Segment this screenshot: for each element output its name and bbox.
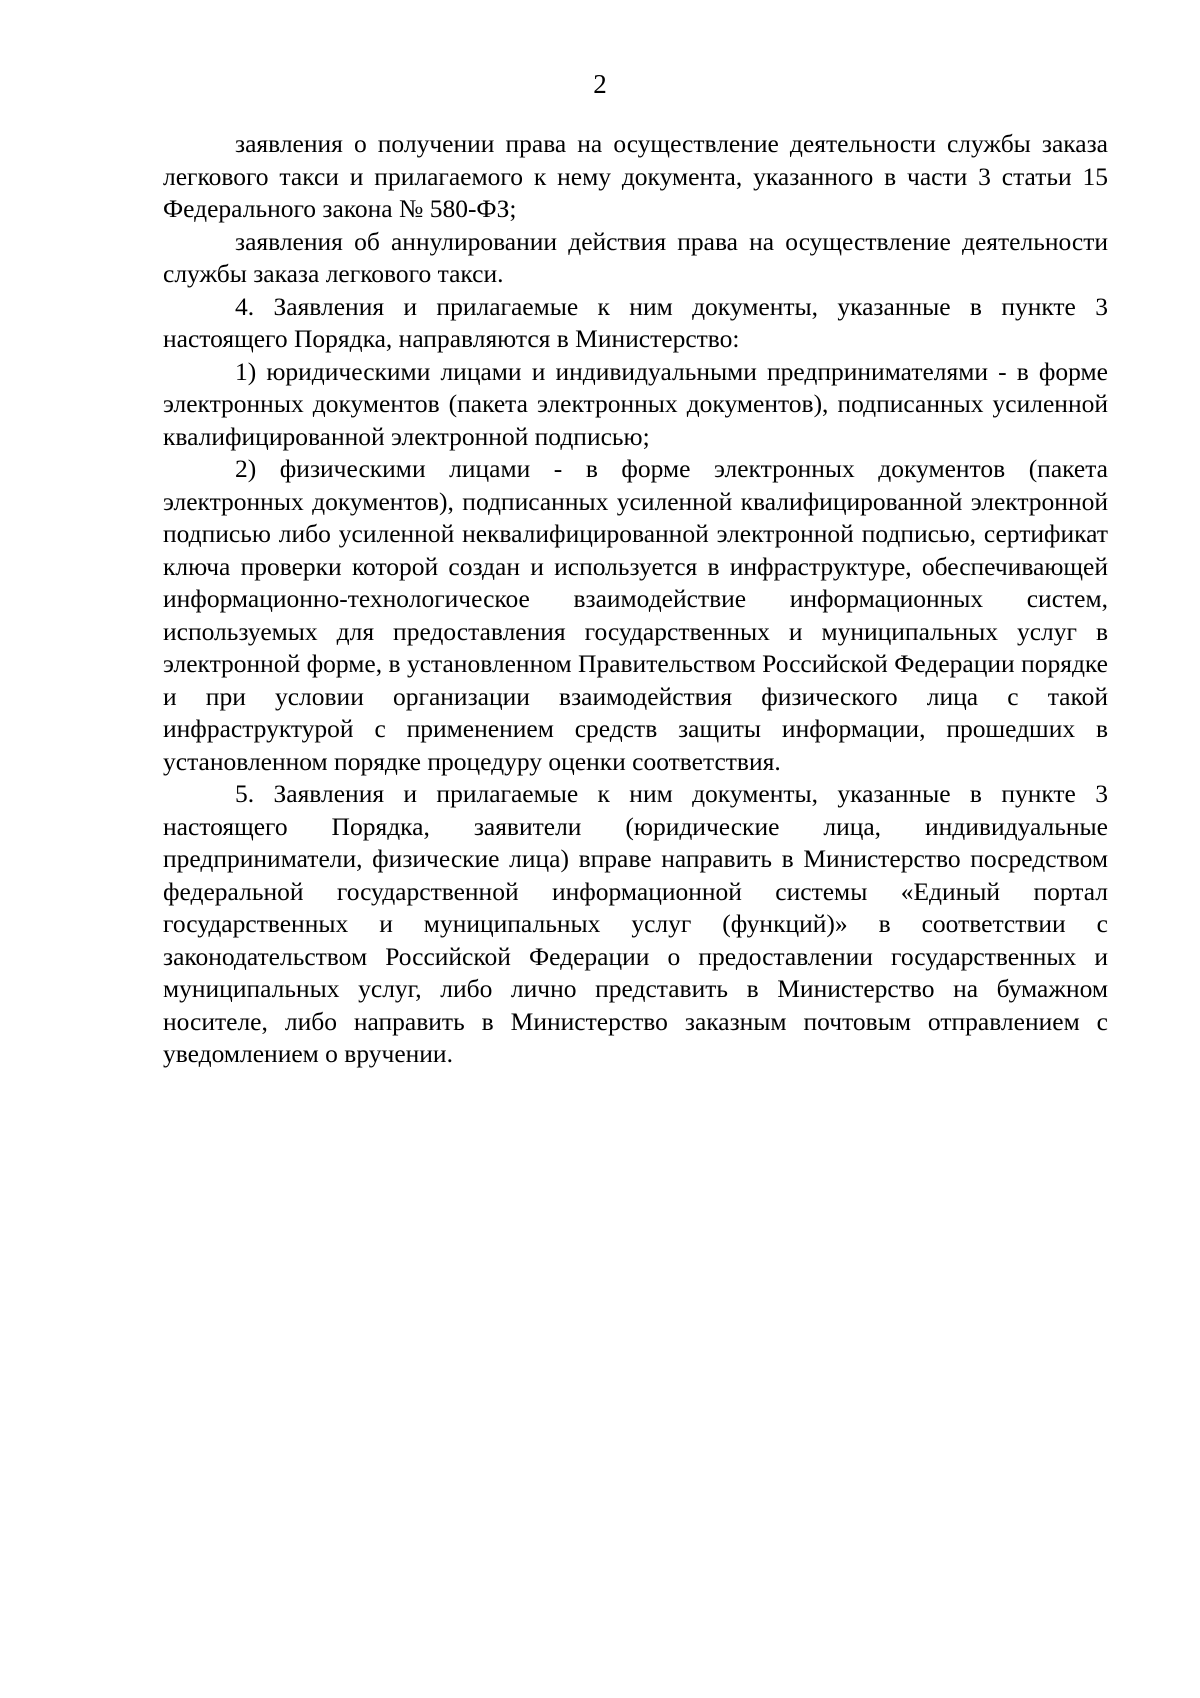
paragraph-application-right: заявления о получении права на осуществление деятельности службы заказа легкового такси и прилагаемого к нему документа, указанного в части 3 статьи 15 Федерального закона № 580-ФЗ; [163, 129, 1108, 223]
paragraph-item-5: 5. Заявления и прилагаемые к ним документы, указанные в пункте 3 настоящего Порядка, заявители (юридические лица, индивидуальные предприниматели, физические лица) вправе направить в Министерство посредством федеральной государственной информационной системы «Единый портал государственных и муниципальных услуг (функций)» в соответствии с законодательством Российской Федерации о предоставлении государственных и муниципальных услуг, либо лично представить в Министерство на бумажном носителе, либо направить в Министерство заказным почтовым отправлением с уведомлением о вручении. [163, 779, 1108, 1068]
page-number: 2 [593, 69, 607, 99]
document-body [163, 128, 1108, 1071]
paragraph-item-4: 4. Заявления и прилагаемые к ним документы, указанные в пункте 3 настоящего Порядка, направляются в Министерство: [163, 291, 1108, 353]
paragraph-application-cancellation: заявления об аннулировании действия права на осуществление деятельности службы заказа легкового такси. [163, 226, 1108, 288]
paragraph-item-4-1: 1) юридическими лицами и индивидуальными предпринимателями - в форме электронных документов (пакета электронных документов), подписанных усиленной квалифицированной электронной подписью; [163, 356, 1108, 451]
paragraph-item-4-2: 2) физическими лицами - в форме электронных документов (пакета электронных документов), подписанных усиленной квалифицированной электронной подписью либо усиленной неквалифицированной электронной подписью, сертификат ключа проверки которой создан и используется в инфраструктуре, обеспечивающей информационно-технологическое взаимодействие информационных систем, используемых для предоставления государственных и муниципальных услуг в электронной форме, в установленном Правительством Российской Федерации порядке и при условии организации взаимодействия физического лица с такой инфраструктурой с применением средств защиты информации, прошедших в установленном порядке процедуру оценки соответствия. [163, 454, 1108, 776]
